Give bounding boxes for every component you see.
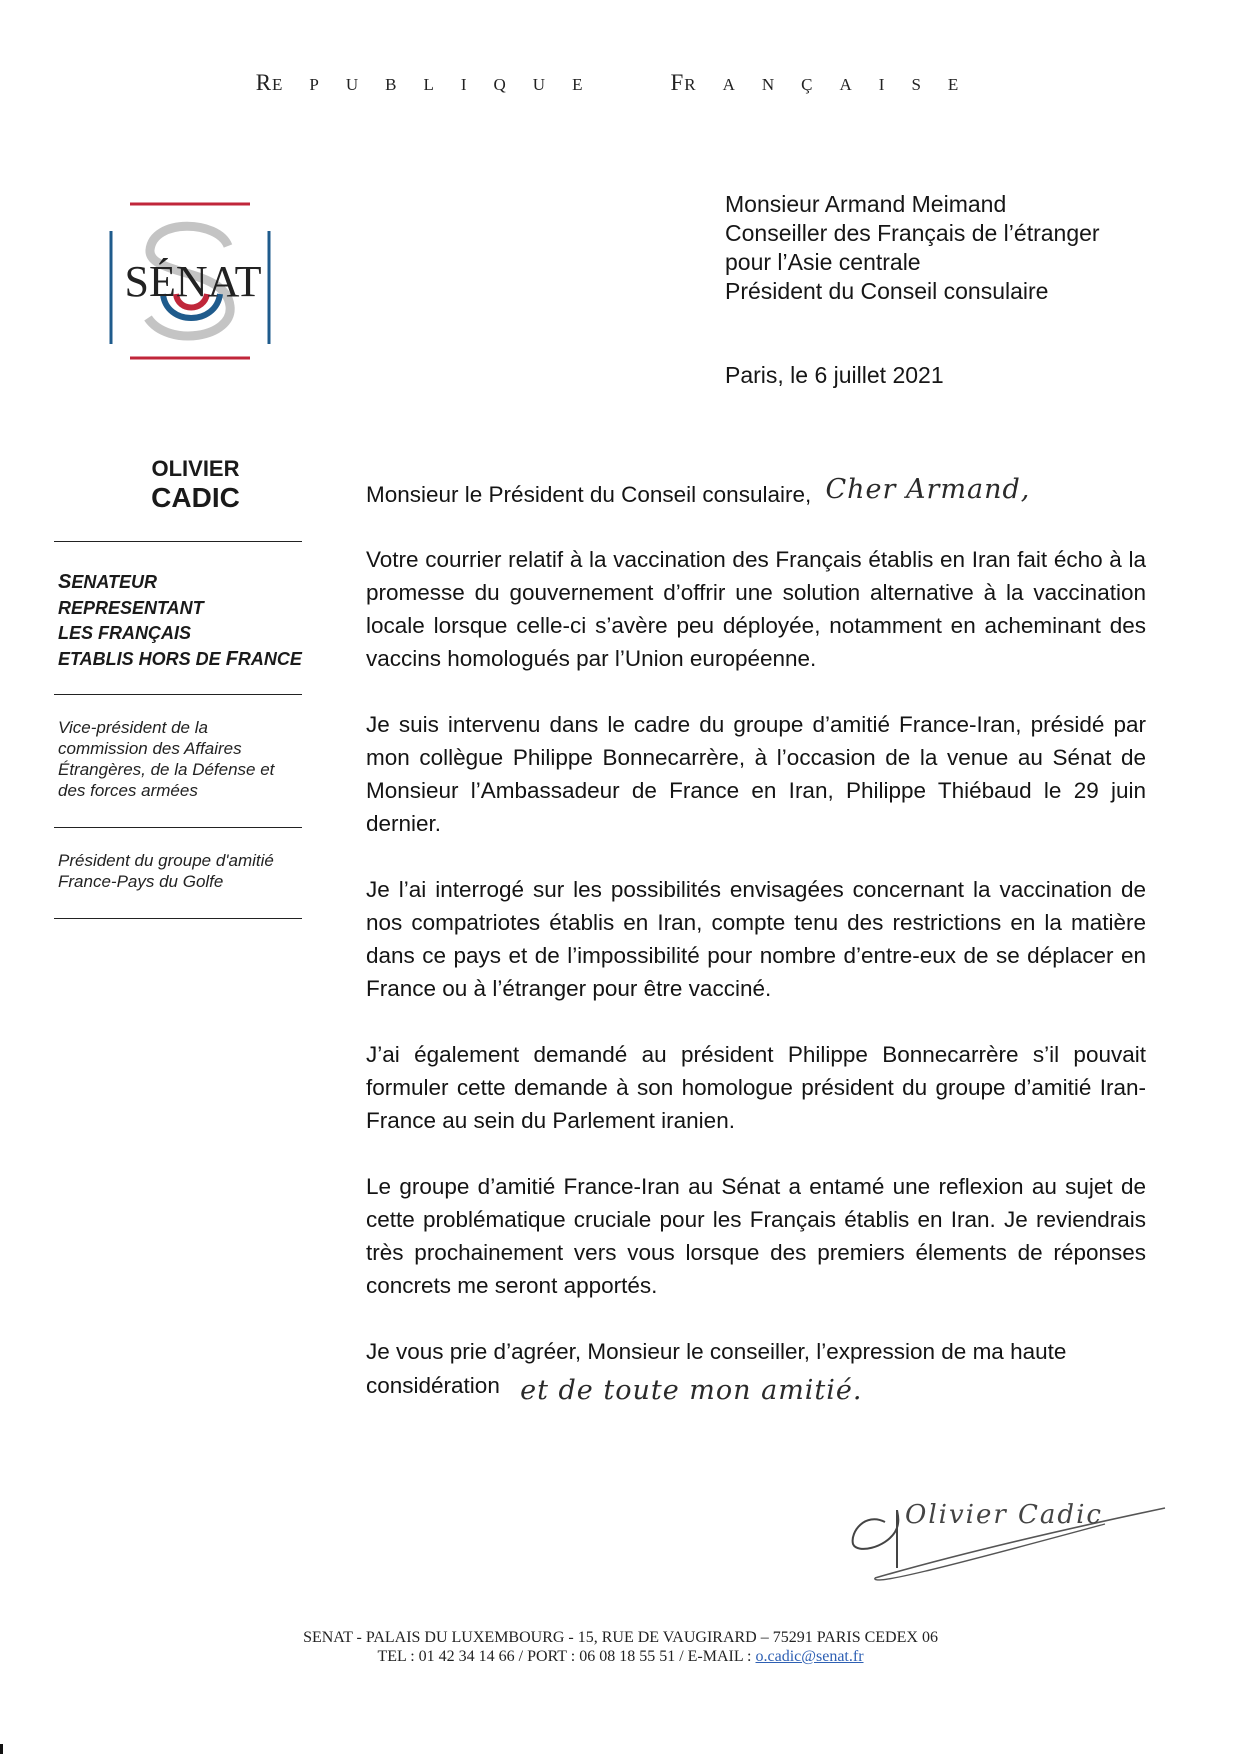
logo-text: SÉNAT <box>124 257 262 306</box>
header-word-francaise <box>670 70 985 95</box>
letter-body <box>366 474 1146 1406</box>
sender-role-group-president: Président du groupe d'amitié France-Pays du Golfe <box>58 851 274 891</box>
republique-francaise-header <box>0 70 1241 96</box>
sidebar-divider <box>54 827 302 828</box>
sidebar-divider <box>54 694 302 695</box>
header-word-republique <box>256 70 616 95</box>
paragraph: Je l’ai interrogé sur les possibilités envisagées concernant la vaccination de nos compatriotes établis en Iran, compte tenu des restrictions en la matière dans ce pays et de l’impossibilité pour nombre d’entre-eux de se déplacer en France ou à l’étranger pour être vacciné. <box>366 877 1146 1001</box>
footer-port-label: PORT : <box>527 1648 576 1665</box>
closing-handwritten: et de toute mon amitié. <box>520 1375 863 1406</box>
sidebar-divider <box>54 541 302 542</box>
footer-port: 06 08 18 55 51 <box>579 1648 676 1665</box>
sender-title-line: LES FRANÇAIS <box>58 623 192 643</box>
footer-tel: 01 42 34 14 66 <box>418 1648 515 1665</box>
title-initial: F <box>225 647 238 670</box>
footer-email-link[interactable]: o.cadic@senat.fr <box>755 1648 864 1665</box>
footer-address: SENAT - PALAIS DU LUXEMBOURG - 15, RUE DE VAUGIRARD – 75291 PARIS CEDEX 06 <box>303 1629 938 1646</box>
sender-first-name: OLIVIER <box>151 456 240 481</box>
header-rest: EPUBLIQUE <box>272 75 610 94</box>
footer-tel-label: TEL : <box>377 1648 415 1665</box>
header-initial: F <box>670 70 685 95</box>
salutation <box>366 474 1146 509</box>
letter-date: Paris, le 6 juillet 2021 <box>725 362 944 388</box>
paragraph: Je suis intervenu dans le cadre du groupe d’amitié France-Iran, présidé par mon collègue Philippe Bonnecarrère, à l’occasion de la venue au Sénat de Monsieur l’Ambassadeur de France en Iran, Philippe Thiébaud le 29 juin dernier. <box>366 712 1146 836</box>
sender-title-line <box>58 570 325 596</box>
recipient-line: pour l’Asie centrale <box>725 249 921 275</box>
footer <box>0 1628 1241 1666</box>
footer-email-label: E-MAIL : <box>687 1648 752 1665</box>
salutation-typed: Monsieur le Président du Conseil consulaire, <box>366 482 812 507</box>
sender-last-name: CADIC <box>151 482 240 513</box>
signature-text: Olivier Cadic <box>905 1500 1103 1530</box>
sender-title-line <box>58 647 325 673</box>
recipient-line: Conseiller des Français de l’étranger <box>725 220 1100 246</box>
footer-contacts: TEL : 01 42 34 14 66 / PORT : 06 08 18 55 51 / E-MAIL : o.cadic@senat.fr <box>377 1648 864 1665</box>
recipient-line: Monsieur Armand Meimand <box>725 191 1007 217</box>
title-rest: ETABLIS HORS DE <box>58 648 226 669</box>
sidebar-divider <box>54 918 302 919</box>
paragraph: J’ai également demandé au président Philippe Bonnecarrère s’il pouvait formuler cette demande à son homologue président du groupe d’amitié Iran-France au sein du Parlement iranien. <box>366 1042 1146 1133</box>
sender-role-vice-president: Vice-président de la commission des Affaires Étrangères, de la Défense et des forces armées <box>58 718 275 800</box>
sender-title-line: REPRESENTANT <box>58 597 204 618</box>
title-rest: RANCE <box>237 648 302 669</box>
senat-logo <box>108 198 278 363</box>
paragraph: Le groupe d’amitié France-Iran au Sénat a entamé une reflexion au sujet de cette problématique cruciale pour les Français établis en Iran. Je reviendrais très prochainement vers vous lorsque des premiers élements de réponses concrets me seront apportés. <box>366 1174 1146 1298</box>
signature <box>845 1482 1175 1602</box>
paragraph: Votre courrier relatif à la vaccination des Français établis en Iran fait écho à la promesse du gouvernement d’offrir une solution alternative à la vaccination locale lorsque celle-ci s’avère peu déployée, notamment en acheminant des vaccins homologués par l’Union européenne. <box>366 547 1146 671</box>
title-initial: S <box>58 571 72 593</box>
closing <box>366 1335 1146 1406</box>
sender-sidebar <box>50 456 325 919</box>
closing-typed: Je vous prie d’agréer, Monsieur le conseiller, l’expression de ma haute considération <box>366 1339 1067 1398</box>
salutation-handwritten: Cher Armand, <box>825 474 1031 505</box>
sender-title <box>50 570 325 672</box>
letter-paragraphs <box>366 543 1146 1302</box>
header-rest: RANÇAISE <box>684 75 986 94</box>
recipient-line: Président du Conseil consulaire <box>725 278 1049 304</box>
scan-artifact-mark <box>0 1744 3 1754</box>
title-rest: ENATEUR <box>71 572 158 592</box>
header-initial: R <box>255 70 273 95</box>
recipient-address <box>725 190 1100 306</box>
